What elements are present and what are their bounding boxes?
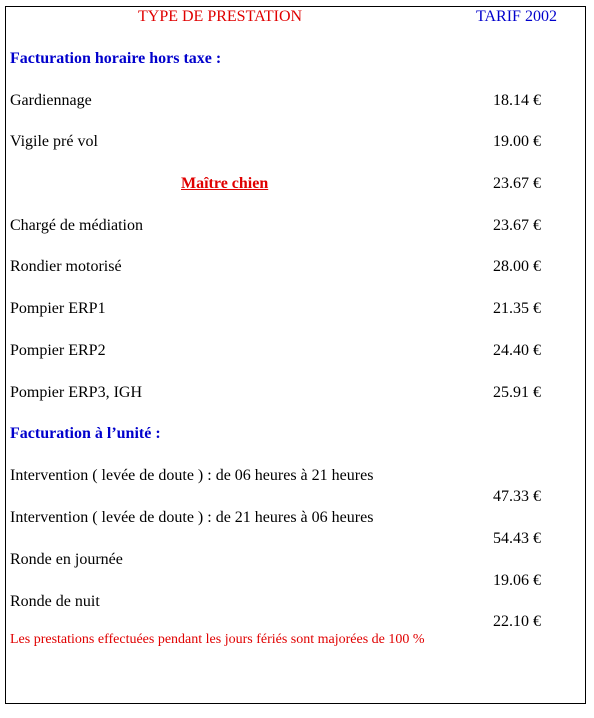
service-label: Chargé de médiation: [10, 217, 143, 234]
column-header-tariff: TARIF 2002: [476, 8, 557, 25]
service-price: 28.00 €: [493, 258, 541, 275]
service-label: Pompier ERP2: [10, 342, 106, 359]
service-label: Intervention ( levée de doute ) : de 21 heures à 06 heures: [10, 509, 374, 526]
service-price: 47.33 €: [493, 488, 541, 505]
service-price: 23.67 €: [493, 217, 541, 234]
service-price: 24.40 €: [493, 342, 541, 359]
service-price: 19.06 €: [493, 572, 541, 589]
service-price: 25.91 €: [493, 384, 541, 401]
service-label: Pompier ERP1: [10, 300, 106, 317]
service-label: Vigile pré vol: [10, 133, 98, 150]
footnote: Les prestations effectuées pendant les jours fériés sont majorées de 100 %: [10, 632, 425, 647]
service-label: Ronde en journée: [10, 551, 123, 568]
service-price: 23.67 €: [493, 175, 541, 192]
service-price: 22.10 €: [493, 613, 541, 630]
service-label: Pompier ERP3, IGH: [10, 384, 142, 401]
service-label: Ronde de nuit: [10, 593, 100, 610]
service-price: 21.35 €: [493, 300, 541, 317]
service-label: Intervention ( levée de doute ) : de 06 heures à 21 heures: [10, 467, 374, 484]
service-price: 18.14 €: [493, 92, 541, 109]
section-title-unit: Facturation à l’unité :: [10, 425, 161, 442]
service-label-highlighted: Maître chien: [181, 175, 269, 192]
service-label: Rondier motorisé: [10, 258, 122, 275]
column-header-type: TYPE DE PRESTATION: [138, 8, 303, 25]
service-price: 54.43 €: [493, 530, 541, 547]
section-title-hourly: Facturation horaire hors taxe :: [10, 50, 222, 67]
service-price: 19.00 €: [493, 133, 541, 150]
service-label: Gardiennage: [10, 92, 92, 109]
